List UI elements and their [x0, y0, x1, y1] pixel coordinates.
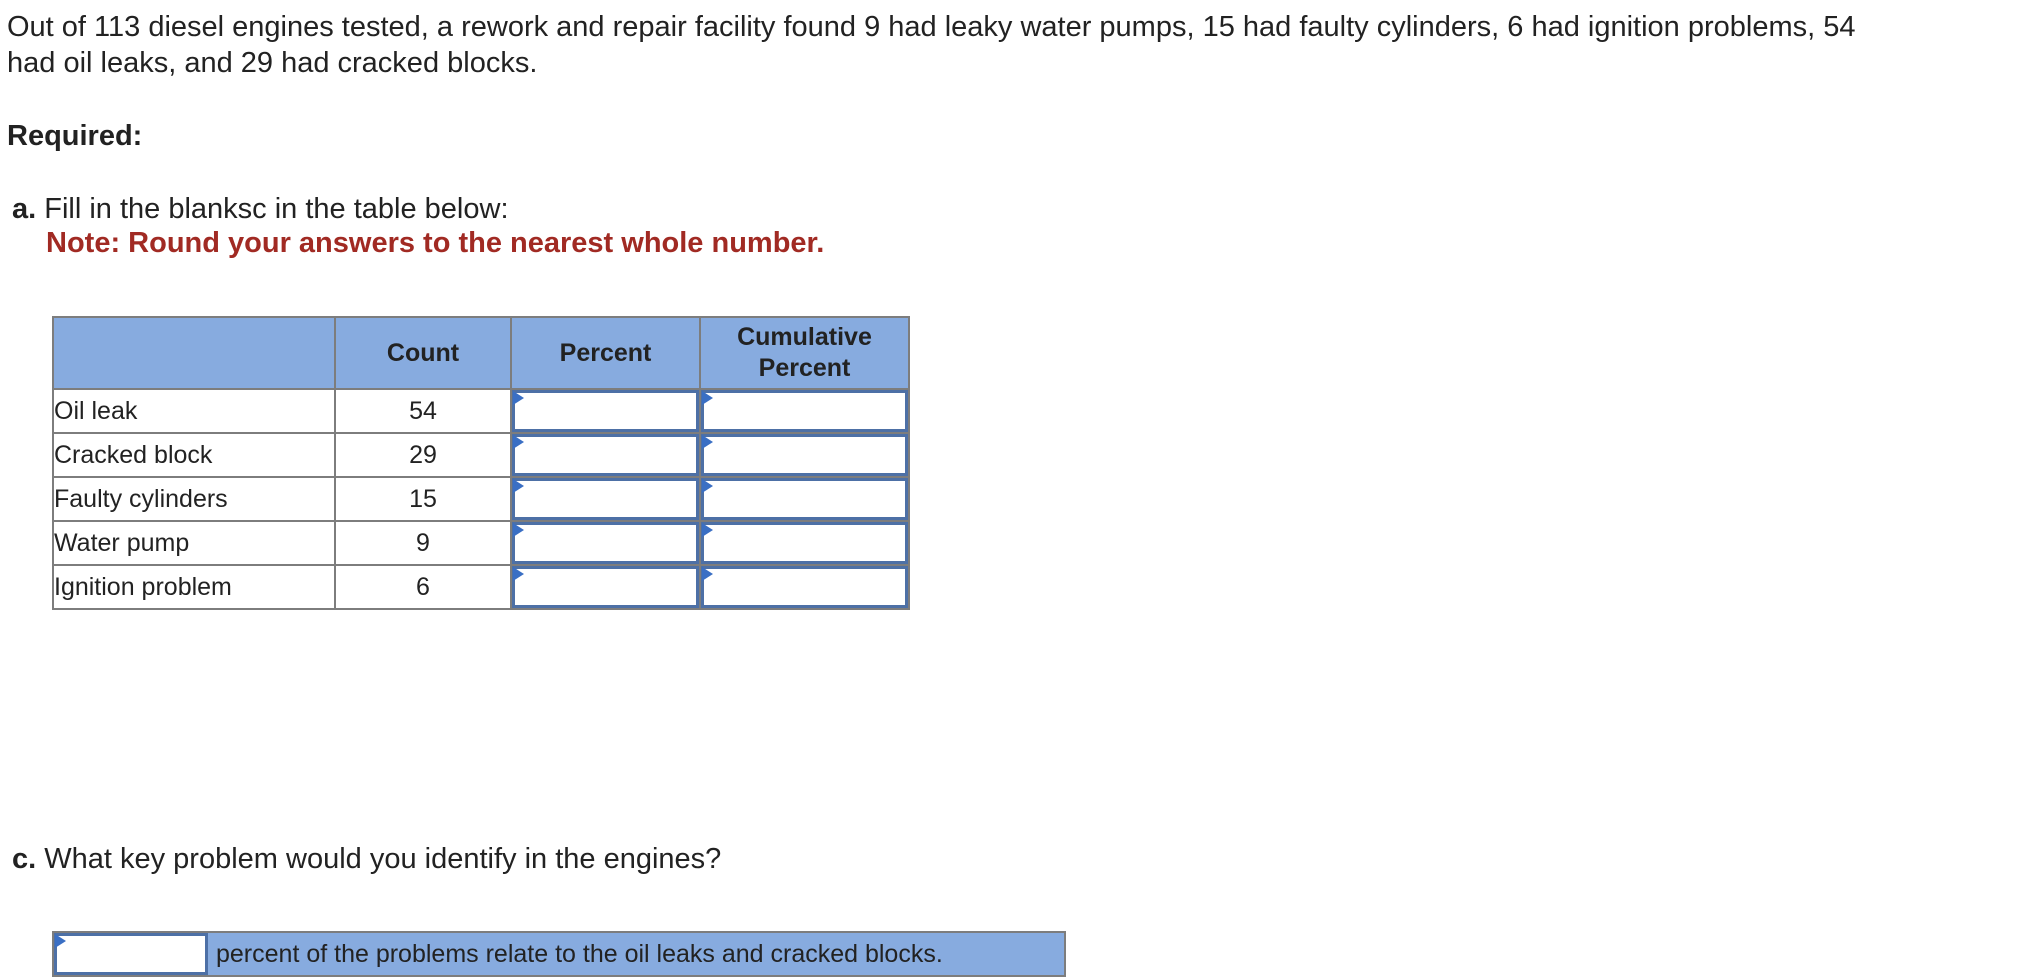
answer-flag-icon [513, 523, 524, 537]
percent-input-water-pump[interactable] [512, 522, 699, 564]
row-label: Faulty cylinders [53, 477, 335, 521]
row-label: Cracked block [53, 433, 335, 477]
part-c-question [12, 841, 721, 877]
row-count: 29 [335, 433, 511, 477]
table-header-row [53, 317, 909, 389]
percent-cell [511, 565, 700, 609]
cumulative-cell [700, 565, 909, 609]
part-c-text: What key problem would you identify in the engines? [36, 843, 722, 875]
answer-flag-icon [702, 523, 713, 537]
answer-flag-icon [513, 567, 524, 581]
table-row [53, 521, 909, 565]
table-row [53, 477, 909, 521]
percent-input-faulty-cylinders[interactable] [512, 478, 699, 520]
required-heading: Required: [7, 120, 143, 152]
cumulative-input-ignition-problem[interactable] [701, 566, 908, 608]
answer-flag-icon [702, 435, 713, 449]
key-problem-answer-row [52, 931, 1066, 977]
key-problem-answer-text: percent of the problems relate to the oil leaks and cracked blocks. [216, 939, 943, 968]
row-count: 9 [335, 521, 511, 565]
header-cumulative-line1: Cumulative [737, 323, 872, 351]
cumulative-input-water-pump[interactable] [701, 522, 908, 564]
rounding-note: Note: Round your answers to the nearest whole number. [46, 227, 825, 259]
percent-input-oil-leak[interactable] [512, 390, 699, 432]
answer-flag-icon [55, 934, 66, 948]
cumulative-input-oil-leak[interactable] [701, 390, 908, 432]
header-count: Count [335, 317, 511, 389]
part-a-letter: a. [12, 193, 37, 225]
part-a-instruction [12, 191, 509, 227]
row-count: 54 [335, 389, 511, 433]
cumulative-cell [700, 389, 909, 433]
percent-cell [511, 389, 700, 433]
row-label: Ignition problem [53, 565, 335, 609]
key-problem-percent-input[interactable] [54, 933, 208, 975]
percent-cell [511, 477, 700, 521]
part-a-text: Fill in the blanksc in the table below: [36, 193, 509, 225]
table-row [53, 389, 909, 433]
row-count: 6 [335, 565, 511, 609]
cumulative-cell [700, 433, 909, 477]
cumulative-input-faulty-cylinders[interactable] [701, 478, 908, 520]
header-cumulative-line2: Percent [758, 354, 851, 382]
answer-flag-icon [702, 479, 713, 493]
row-label: Water pump [53, 521, 335, 565]
problem-statement: Out of 113 diesel engines tested, a rework and repair facility found 9 had leaky water pumps, 15 had faulty cylinders, 6 had ignition problems, 54 had oil leaks, and 29 had cracked blocks. [7, 11, 1856, 79]
part-c-letter: c. [12, 843, 37, 875]
answer-flag-icon [702, 567, 713, 581]
percent-input-cracked-block[interactable] [512, 434, 699, 476]
table-row [53, 565, 909, 609]
percent-cell [511, 521, 700, 565]
key-problem-input-wrap [54, 933, 208, 975]
cumulative-cell [700, 477, 909, 521]
header-cumulative-percent [700, 317, 909, 389]
table-row [53, 433, 909, 477]
frequency-table [52, 316, 910, 610]
answer-flag-icon [513, 479, 524, 493]
cumulative-input-cracked-block[interactable] [701, 434, 908, 476]
row-count: 15 [335, 477, 511, 521]
answer-flag-icon [513, 435, 524, 449]
answer-flag-icon [513, 391, 524, 405]
percent-input-ignition-problem[interactable] [512, 566, 699, 608]
percent-cell [511, 433, 700, 477]
cumulative-cell [700, 521, 909, 565]
answer-flag-icon [702, 391, 713, 405]
row-label: Oil leak [53, 389, 335, 433]
header-percent: Percent [511, 317, 700, 389]
header-blank [53, 317, 335, 389]
